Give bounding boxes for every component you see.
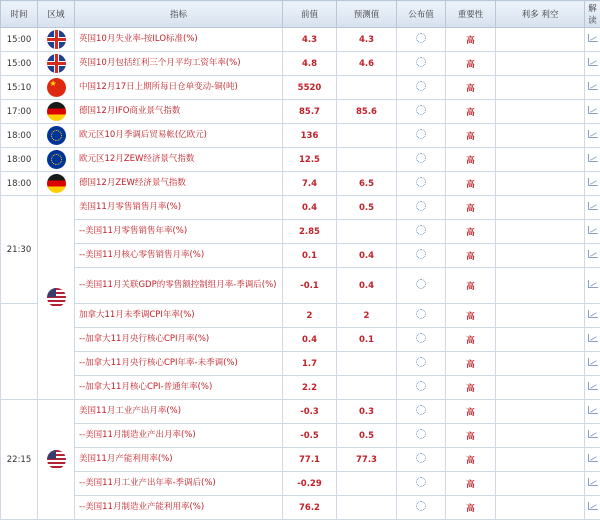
previous-value: -0.29 [283, 472, 337, 496]
importance-value: 高 [446, 268, 496, 304]
indicator-link[interactable]: --美国11月工业产出年率-季调后(%) [75, 472, 283, 496]
forecast-value: 85.6 [337, 100, 397, 124]
header-region: 区域 [38, 1, 75, 28]
importance-value: 高 [446, 448, 496, 472]
chart-icon[interactable] [588, 58, 598, 66]
published-cell [397, 76, 446, 100]
germany-flag-icon [47, 102, 66, 121]
chart-icon[interactable] [588, 430, 598, 438]
interpret-cell[interactable] [585, 400, 600, 424]
interpret-cell[interactable] [585, 52, 600, 76]
effect-cell [496, 352, 585, 376]
loading-icon [416, 177, 426, 187]
indicator-link[interactable]: 加拿大11月未季调CPI年率(%) [75, 304, 283, 328]
time-cell: 18:00 [1, 172, 38, 196]
chart-icon[interactable] [588, 280, 598, 288]
previous-value: 77.1 [283, 448, 337, 472]
table-row[interactable] [1, 472, 600, 496]
chart-icon[interactable] [588, 310, 598, 318]
effect-cell [496, 496, 585, 520]
forecast-value: 0.5 [337, 424, 397, 448]
forecast-value: 0.1 [337, 328, 397, 352]
chart-icon[interactable] [588, 454, 598, 462]
indicator-link[interactable]: 英国10月包括红利三个月平均工资年率(%) [75, 52, 283, 76]
effect-cell [496, 76, 585, 100]
previous-value: 0.4 [283, 328, 337, 352]
interpret-cell[interactable] [585, 124, 600, 148]
chart-icon[interactable] [588, 106, 598, 114]
indicator-link[interactable]: 美国11月零售销售月率(%) [75, 196, 283, 220]
forecast-value: 0.4 [337, 244, 397, 268]
interpret-cell[interactable] [585, 328, 600, 352]
loading-icon [416, 33, 426, 43]
table-row[interactable] [1, 124, 600, 148]
time-cell: 22:15 [1, 400, 38, 520]
importance-value: 高 [446, 100, 496, 124]
importance-value: 高 [446, 304, 496, 328]
chart-icon[interactable] [588, 382, 598, 390]
indicator-link[interactable]: --美国11月制造业产出月率(%) [75, 424, 283, 448]
table-row[interactable] [1, 268, 600, 304]
time-cell [1, 304, 38, 400]
previous-value: 12.5 [283, 148, 337, 172]
effect-cell [496, 100, 585, 124]
indicator-link[interactable]: 英国10月失业率-按ILO标准(%) [75, 28, 283, 52]
published-cell [397, 424, 446, 448]
published-cell [397, 496, 446, 520]
interpret-cell[interactable] [585, 28, 600, 52]
forecast-value: 0.3 [337, 400, 397, 424]
loading-icon [416, 249, 426, 259]
chart-icon[interactable] [588, 478, 598, 486]
published-cell [397, 472, 446, 496]
loading-icon [416, 153, 426, 163]
loading-icon [416, 81, 426, 91]
region-cell [38, 100, 75, 124]
eu-flag-icon [47, 150, 66, 169]
importance-value: 高 [446, 148, 496, 172]
time-cell: 15:10 [1, 76, 38, 100]
indicator-link[interactable]: --美国11月关联GDP的零售额控制组月率-季调后(%) [75, 268, 283, 304]
previous-value: 4.3 [283, 28, 337, 52]
indicator-link[interactable]: --美国11月零售销售年率(%) [75, 220, 283, 244]
effect-cell [496, 376, 585, 400]
importance-value: 高 [446, 472, 496, 496]
uk-flag-icon [47, 30, 66, 49]
chart-icon[interactable] [588, 502, 598, 510]
effect-cell [496, 268, 585, 304]
previous-value: 2.2 [283, 376, 337, 400]
indicator-link[interactable]: --美国11月制造业产能利用率(%) [75, 496, 283, 520]
effect-cell [496, 148, 585, 172]
published-cell [397, 196, 446, 220]
header-effect: 利多 利空 [496, 1, 585, 28]
effect-cell [496, 304, 585, 328]
chart-icon[interactable] [588, 334, 598, 342]
previous-value: 5520 [283, 76, 337, 100]
region-cell [38, 196, 75, 400]
effect-cell [496, 172, 585, 196]
chart-icon[interactable] [588, 178, 598, 186]
indicator-link[interactable]: 美国11月工业产出月率(%) [75, 400, 283, 424]
us-flag-icon [47, 450, 66, 469]
importance-value: 高 [446, 172, 496, 196]
time-cell: 18:00 [1, 124, 38, 148]
previous-value: 0.4 [283, 196, 337, 220]
indicator-link[interactable]: --加拿大11月核心CPI-普通年率(%) [75, 376, 283, 400]
published-cell [397, 148, 446, 172]
indicator-link[interactable]: --加拿大11月央行核心CPI月率(%) [75, 328, 283, 352]
interpret-cell[interactable] [585, 172, 600, 196]
header-importance: 重要性 [446, 1, 496, 28]
indicator-link[interactable]: 美国11月产能利用率(%) [75, 448, 283, 472]
us-flag-icon [47, 288, 66, 307]
chart-icon[interactable] [588, 358, 598, 366]
importance-value: 高 [446, 28, 496, 52]
chart-icon[interactable] [588, 34, 598, 42]
chart-icon[interactable] [588, 154, 598, 162]
table-row[interactable] [1, 448, 600, 472]
effect-cell [496, 52, 585, 76]
published-cell [397, 220, 446, 244]
region-cell [38, 28, 75, 52]
published-cell [397, 100, 446, 124]
table-row[interactable] [1, 148, 600, 172]
forecast-value: 6.5 [337, 172, 397, 196]
region-cell [38, 124, 75, 148]
time-cell: 18:00 [1, 148, 38, 172]
indicator-link[interactable]: 中国12月17日上期所每日仓单变动-铜(吨) [75, 76, 283, 100]
published-cell [397, 244, 446, 268]
loading-icon [416, 477, 426, 487]
loading-icon [416, 225, 426, 235]
importance-value: 高 [446, 52, 496, 76]
loading-icon [416, 357, 426, 367]
china-flag-icon: ★ [47, 78, 66, 97]
importance-value: 高 [446, 124, 496, 148]
effect-cell [496, 400, 585, 424]
indicator-link[interactable]: 德国12月IFO商业景气指数 [75, 100, 283, 124]
loading-icon [416, 57, 426, 67]
effect-cell [496, 424, 585, 448]
time-cell: 15:00 [1, 52, 38, 76]
forecast-value [337, 76, 397, 100]
time-cell: 17:00 [1, 100, 38, 124]
previous-value: 2.85 [283, 220, 337, 244]
loading-icon [416, 429, 426, 439]
chart-icon[interactable] [588, 82, 598, 90]
effect-cell [496, 328, 585, 352]
interpret-cell[interactable] [585, 304, 600, 328]
published-cell [397, 400, 446, 424]
time-cell: 15:00 [1, 28, 38, 52]
chart-icon[interactable] [588, 130, 598, 138]
loading-icon [416, 309, 426, 319]
importance-value: 高 [446, 352, 496, 376]
uk-flag-icon [47, 54, 66, 73]
published-cell [397, 304, 446, 328]
table-row[interactable] [1, 196, 600, 220]
region-cell [38, 52, 75, 76]
table-header-row [1, 1, 600, 28]
table-row[interactable] [1, 220, 600, 244]
published-cell [397, 268, 446, 304]
forecast-value [337, 124, 397, 148]
interpret-cell[interactable] [585, 244, 600, 268]
effect-cell [496, 472, 585, 496]
forecast-value [337, 472, 397, 496]
importance-value: 高 [446, 220, 496, 244]
previous-value: -0.5 [283, 424, 337, 448]
table-row[interactable] [1, 424, 600, 448]
effect-cell [496, 196, 585, 220]
table-row[interactable] [1, 376, 600, 400]
chart-icon[interactable] [588, 226, 598, 234]
effect-cell [496, 220, 585, 244]
interpret-cell[interactable] [585, 376, 600, 400]
previous-value: 7.4 [283, 172, 337, 196]
published-cell [397, 172, 446, 196]
table-row[interactable] [1, 52, 600, 76]
forecast-value: 77.3 [337, 448, 397, 472]
loading-icon [416, 405, 426, 415]
table-row[interactable] [1, 76, 600, 100]
importance-value: 高 [446, 376, 496, 400]
interpret-cell[interactable] [585, 148, 600, 172]
previous-value: 76.2 [283, 496, 337, 520]
header-interpret: 解读 [585, 1, 600, 28]
importance-value: 高 [446, 244, 496, 268]
interpret-cell[interactable] [585, 472, 600, 496]
header-previous: 前值 [283, 1, 337, 28]
published-cell [397, 28, 446, 52]
previous-value: 4.8 [283, 52, 337, 76]
loading-icon [416, 333, 426, 343]
forecast-value: 2 [337, 304, 397, 328]
importance-value: 高 [446, 196, 496, 220]
previous-value: 0.1 [283, 244, 337, 268]
interpret-cell[interactable] [585, 352, 600, 376]
previous-value: -0.1 [283, 268, 337, 304]
importance-value: 高 [446, 424, 496, 448]
eu-flag-icon [47, 126, 66, 145]
table-row[interactable] [1, 304, 600, 328]
importance-value: 高 [446, 496, 496, 520]
time-cell: 21:30 [1, 196, 38, 304]
chart-icon[interactable] [588, 406, 598, 414]
table-row[interactable] [1, 172, 600, 196]
interpret-cell[interactable] [585, 448, 600, 472]
interpret-cell[interactable] [585, 100, 600, 124]
previous-value: 85.7 [283, 100, 337, 124]
table-row[interactable] [1, 352, 600, 376]
published-cell [397, 124, 446, 148]
forecast-value: 4.6 [337, 52, 397, 76]
indicator-link[interactable]: --加拿大11月央行核心CPI年率-未季调(%) [75, 352, 283, 376]
region-cell [38, 172, 75, 196]
forecast-value: 4.3 [337, 28, 397, 52]
effect-cell [496, 448, 585, 472]
loading-icon [416, 381, 426, 391]
interpret-cell[interactable] [585, 424, 600, 448]
effect-cell [496, 124, 585, 148]
table-row[interactable] [1, 244, 600, 268]
table-row[interactable] [1, 28, 600, 52]
loading-icon [416, 105, 426, 115]
region-cell [38, 400, 75, 520]
table-row[interactable] [1, 496, 600, 520]
loading-icon [416, 501, 426, 511]
loading-icon [416, 129, 426, 139]
chart-icon[interactable] [588, 202, 598, 210]
effect-cell [496, 28, 585, 52]
published-cell [397, 376, 446, 400]
germany-flag-icon [47, 174, 66, 193]
chart-icon[interactable] [588, 250, 598, 258]
loading-icon [416, 453, 426, 463]
region-cell [38, 76, 75, 100]
published-cell [397, 448, 446, 472]
loading-icon [416, 279, 426, 289]
effect-cell [496, 244, 585, 268]
forecast-value [337, 496, 397, 520]
indicator-link[interactable]: 德国12月ZEW经济景气指数 [75, 172, 283, 196]
forecast-value: 0.5 [337, 196, 397, 220]
importance-value: 高 [446, 328, 496, 352]
indicator-link[interactable]: --美国11月核心零售销售月率(%) [75, 244, 283, 268]
forecast-value [337, 352, 397, 376]
forecast-value [337, 220, 397, 244]
published-cell [397, 328, 446, 352]
interpret-cell[interactable] [585, 220, 600, 244]
interpret-cell[interactable] [585, 268, 600, 304]
forecast-value: 0.4 [337, 268, 397, 304]
forecast-value [337, 376, 397, 400]
interpret-cell[interactable] [585, 496, 600, 520]
interpret-cell[interactable] [585, 196, 600, 220]
table-row[interactable] [1, 400, 600, 424]
importance-value: 高 [446, 76, 496, 100]
table-row[interactable] [1, 328, 600, 352]
forecast-value [337, 148, 397, 172]
previous-value: 2 [283, 304, 337, 328]
region-cell [38, 148, 75, 172]
published-cell [397, 352, 446, 376]
previous-value: 1.7 [283, 352, 337, 376]
previous-value: -0.3 [283, 400, 337, 424]
header-indicator: 指标 [75, 1, 283, 28]
header-forecast: 预测值 [337, 1, 397, 28]
header-time: 时间 [1, 1, 38, 28]
indicator-link[interactable]: 欧元区10月季调后贸易帐(亿欧元) [75, 124, 283, 148]
importance-value: 高 [446, 400, 496, 424]
loading-icon [416, 201, 426, 211]
previous-value: 136 [283, 124, 337, 148]
indicator-link[interactable]: 欧元区12月ZEW经济景气指数 [75, 148, 283, 172]
interpret-cell[interactable] [585, 76, 600, 100]
published-cell [397, 52, 446, 76]
header-published: 公布值 [397, 1, 446, 28]
table-row[interactable] [1, 100, 600, 124]
